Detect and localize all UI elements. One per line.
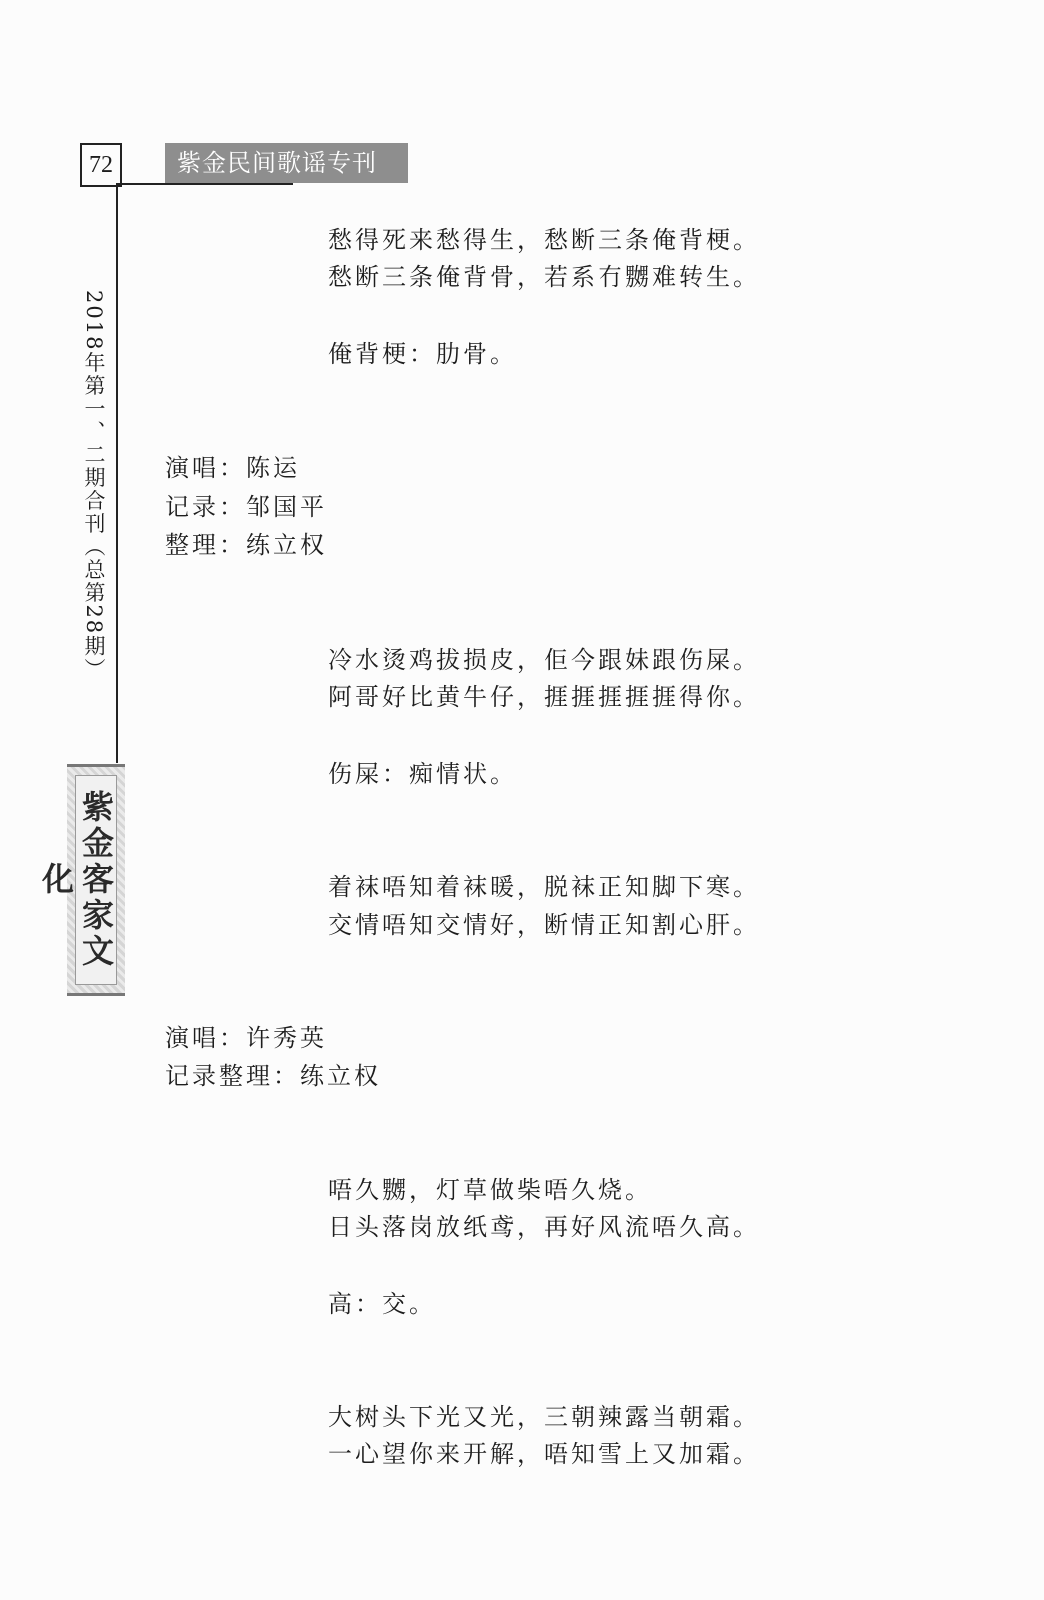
credit-line: 记录整理：练立权: [165, 1062, 381, 1090]
credit-line: 演唱：许秀英: [165, 1024, 327, 1052]
credit-line: 记录：邹国平: [165, 493, 327, 521]
verse-line: 冷水烫鸡拔损皮，佢今跟妹跟伤屎。: [328, 646, 760, 674]
scroll-banner-text: 紫金客家文化: [75, 775, 117, 985]
verse-note: 伤屎：痴情状。: [328, 760, 517, 788]
journal-title-banner: 紫金民间歌谣专刊: [165, 143, 408, 183]
issue-label: 2018年第一、二期合刊（总第28期）: [82, 290, 106, 682]
margin-rule: [116, 183, 118, 763]
verse-line: 大树头下光又光，三朝辣露当朝霜。: [328, 1403, 760, 1431]
credit-line: 演唱：陈运: [165, 454, 300, 482]
page-number: 72: [80, 143, 122, 187]
verse-line: 交情唔知交情好，断情正知割心肝。: [328, 911, 760, 939]
verse-line: 一心望你来开解，唔知雪上又加霜。: [328, 1440, 760, 1468]
verse-line: 阿哥好比黄牛仔，捱捱捱捱捱得你。: [328, 683, 760, 711]
verse-line: 日头落岗放纸鸢，再好风流唔久高。: [328, 1213, 760, 1241]
credit-line: 整理：练立权: [165, 531, 327, 559]
scroll-banner: [37, 764, 125, 996]
verse-line: 愁得死来愁得生，愁断三条俺背梗。: [328, 226, 760, 254]
verse-note: 高：交。: [328, 1290, 436, 1318]
verse-line: 唔久嬲，灯草做柴唔久烧。: [328, 1176, 652, 1204]
verse-note: 俺背梗：肋骨。: [328, 340, 517, 368]
header-rule: [118, 183, 293, 185]
verse-line: 愁断三条俺背骨，若系冇嬲难转生。: [328, 263, 760, 291]
verse-line: 着袜唔知着袜暖，脱袜正知脚下寒。: [328, 873, 760, 901]
